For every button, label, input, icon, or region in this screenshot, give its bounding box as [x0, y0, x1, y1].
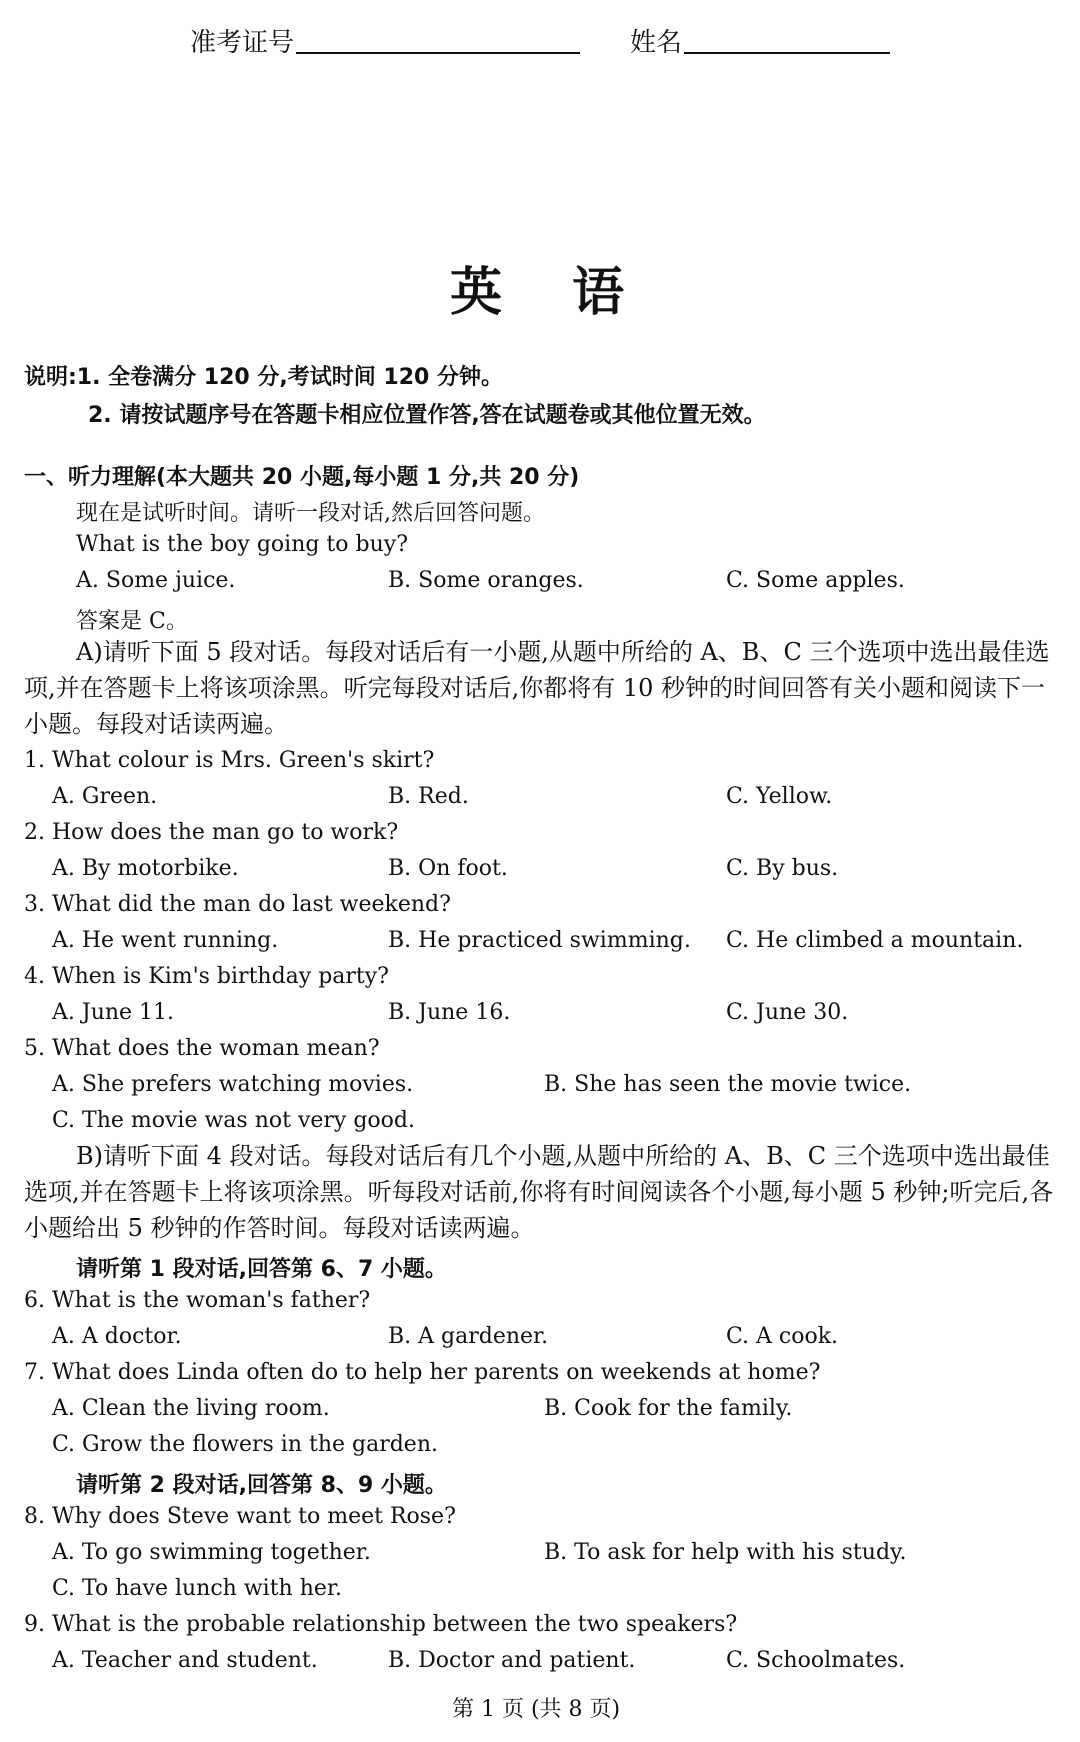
q6-option-b: B. A gardener.	[388, 1324, 549, 1349]
name-label: 姓名	[630, 28, 683, 58]
question-6: 6. What is the woman's father?	[24, 1288, 371, 1313]
trial-intro: 现在是试听时间。请听一段对话,然后回答问题。	[76, 501, 545, 526]
question-5: 5. What does the woman mean?	[24, 1036, 380, 1061]
q1-option-b: B. Red.	[388, 784, 469, 809]
part-a-instructions: A)请听下面 5 段对话。每段对话后有一小题,从题中所给的 A、B、C 三个选项中选出最佳选项,并在答题卡上将该项涂黑。听完每段对话后,你都将有 10 秒钟的时间回答有关小题和阅读下一小题。每段对话读两遍。	[24, 638, 1050, 738]
trial-question: What is the boy going to buy?	[76, 532, 408, 557]
q2-option-b: B. On foot.	[388, 856, 508, 881]
q9-option-b: B. Doctor and patient.	[388, 1648, 636, 1673]
q2-option-c: C. By bus.	[726, 856, 839, 881]
question-7: 7. What does Linda often do to help her parents on weekends at home?	[24, 1360, 821, 1385]
trial-option-a: A. Some juice.	[76, 568, 236, 593]
q7-option-b: B. Cook for the family.	[544, 1396, 793, 1421]
question-8: 8. Why does Steve want to meet Rose?	[24, 1504, 456, 1529]
exam-number-label: 准考证号	[190, 28, 295, 58]
trial-option-c: C. Some apples.	[726, 568, 905, 593]
question-4: 4. When is Kim's birthday party?	[24, 964, 389, 989]
question-2: 2. How does the man go to work?	[24, 820, 399, 845]
q4-option-b: B. June 16.	[388, 1000, 511, 1025]
q4-option-c: C. June 30.	[726, 1000, 849, 1025]
q6-option-c: C. A cook.	[726, 1324, 839, 1349]
q2-option-a: A. By motorbike.	[52, 856, 239, 881]
page-number: 第 1 页 (共 8 页)	[452, 1697, 621, 1722]
dialog-2-heading: 请听第 2 段对话,回答第 8、9 小题。	[76, 1473, 447, 1498]
q6-option-a: A. A doctor.	[52, 1324, 182, 1349]
q8-option-a: A. To go swimming together.	[52, 1540, 371, 1565]
instruction-line-1: 说明:1. 全卷满分 120 分,考试时间 120 分钟。	[24, 365, 503, 390]
section-heading: 一、听力理解(本大题共 20 小题,每小题 1 分,共 20 分)	[24, 465, 580, 490]
q1-option-a: A. Green.	[52, 784, 158, 809]
name-field[interactable]	[684, 52, 890, 54]
page-title: 英语	[450, 262, 695, 323]
trial-option-b: B. Some oranges.	[388, 568, 584, 593]
instruction-line-2: 2. 请按试题序号在答题卡相应位置作答,答在试题卷或其他位置无效。	[88, 403, 766, 428]
question-9: 9. What is the probable relationship between the two speakers?	[24, 1612, 738, 1637]
q7-option-a: A. Clean the living room.	[52, 1396, 330, 1421]
q5-option-a: A. She prefers watching movies.	[52, 1072, 414, 1097]
q7-option-c: C. Grow the flowers in the garden.	[52, 1432, 438, 1457]
dialog-1-heading: 请听第 1 段对话,回答第 6、7 小题。	[76, 1257, 447, 1282]
exam-number-field[interactable]	[296, 52, 580, 54]
part-b-instructions: B)请听下面 4 段对话。每段对话后有几个小题,从题中所给的 A、B、C 三个选项中选出最佳选项,并在答题卡上将该项涂黑。听每段对话前,你将有时间阅读各个小题,每小题 5 秒钟;听完后,各小题给出 5 秒钟的作答时间。每段对话读两遍。	[24, 1142, 1054, 1242]
q8-option-b: B. To ask for help with his study.	[544, 1540, 907, 1565]
q3-option-a: A. He went running.	[52, 928, 279, 953]
q5-option-c: C. The movie was not very good.	[52, 1108, 415, 1133]
q4-option-a: A. June 11.	[52, 1000, 175, 1025]
question-1: 1. What colour is Mrs. Green's skirt?	[24, 748, 435, 773]
q9-option-a: A. Teacher and student.	[52, 1648, 318, 1673]
q5-option-b: B. She has seen the movie twice.	[544, 1072, 912, 1097]
q3-option-c: C. He climbed a mountain.	[726, 928, 1024, 953]
q1-option-c: C. Yellow.	[726, 784, 833, 809]
question-3: 3. What did the man do last weekend?	[24, 892, 451, 917]
trial-answer: 答案是 C。	[76, 609, 188, 634]
q9-option-c: C. Schoolmates.	[726, 1648, 906, 1673]
q3-option-b: B. He practiced swimming.	[388, 928, 691, 953]
q8-option-c: C. To have lunch with her.	[52, 1576, 342, 1601]
